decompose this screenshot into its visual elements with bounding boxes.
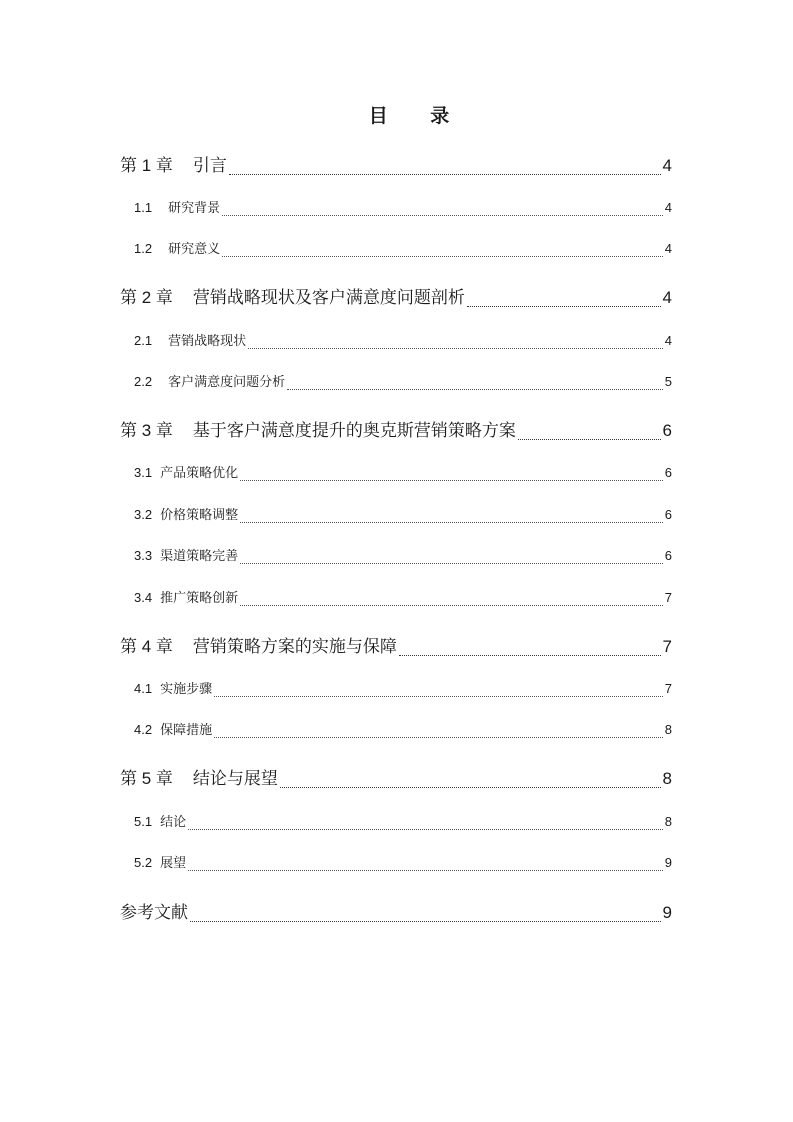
toc-leader-dots [188, 867, 663, 873]
toc-entry-prefix: 3.4 [134, 590, 153, 605]
toc-entry-page: 4 [662, 156, 672, 175]
toc-entry-prefix: 第 4 章 [120, 637, 173, 656]
toc-entry-title: 基于客户满意度提升的奥克斯营销策略方案 [192, 421, 516, 441]
toc-entry-page: 5 [664, 374, 672, 389]
toc-entry-section-3-1[interactable] [134, 464, 672, 483]
toc-leader-dots [240, 602, 663, 608]
toc-entry-page: 7 [662, 637, 672, 656]
toc-entry-prefix: 3.3 [134, 548, 153, 563]
toc-entry-chapter-3[interactable] [120, 420, 672, 442]
toc-entry-title: 实施步骤 [160, 682, 213, 697]
toc-entry-page: 4 [662, 288, 672, 307]
toc-entry-title: 研究背景 [168, 201, 221, 216]
toc-leader-dots [399, 652, 661, 658]
toc-entry-page: 9 [664, 855, 672, 870]
toc-entry-title: 推广策略创新 [160, 591, 239, 606]
toc-entry-title: 展望 [160, 856, 187, 871]
toc-entry-section-4-1[interactable] [134, 680, 672, 699]
toc-leader-dots [222, 253, 663, 259]
toc-entry-section-3-3[interactable] [134, 547, 672, 566]
toc-entry-prefix: 2.1 [134, 333, 153, 348]
toc-entry-page: 4 [664, 333, 672, 348]
toc-entry-title: 营销战略现状 [168, 334, 247, 349]
toc-entry-section-5-2[interactable] [134, 854, 672, 873]
toc-entry-page: 6 [664, 548, 672, 563]
toc-entry-section-1-2[interactable] [134, 240, 672, 259]
toc-entry-chapter-2[interactable] [120, 287, 672, 309]
toc-leader-dots [248, 345, 663, 351]
toc-entry-page: 9 [662, 903, 672, 922]
toc-entry-prefix: 3.1 [134, 465, 153, 480]
toc-entry-title: 保障措施 [160, 723, 213, 738]
toc-leader-dots [467, 303, 661, 309]
toc-entry-page: 8 [664, 722, 672, 737]
toc-entry-references[interactable] [120, 902, 672, 924]
toc-entry-page: 6 [662, 421, 672, 440]
toc-entry-section-1-1[interactable] [134, 199, 672, 218]
toc-entry-title: 引言 [192, 156, 227, 176]
toc-leader-dots [190, 918, 661, 924]
toc-entry-page: 7 [664, 681, 672, 696]
toc-title: 目 录 [368, 105, 468, 127]
toc-entry-section-3-4[interactable] [134, 589, 672, 608]
toc-leader-dots [287, 386, 663, 392]
toc-entry-chapter-5[interactable] [120, 768, 672, 790]
toc-entry-title: 参考文献 [120, 903, 188, 923]
toc-leader-dots [229, 171, 661, 177]
toc-entry-chapter-1[interactable] [120, 155, 672, 177]
toc-entry-prefix: 第 3 章 [120, 421, 173, 440]
toc-leader-dots [240, 519, 663, 525]
toc-entry-section-4-2[interactable] [134, 721, 672, 740]
toc-entry-prefix: 第 5 章 [120, 769, 173, 788]
toc-entry-title: 结论 [160, 815, 187, 830]
toc-entry-title: 渠道策略完善 [160, 549, 239, 564]
toc-leader-dots [188, 826, 663, 832]
toc-leader-dots [214, 734, 663, 740]
toc-entry-prefix: 4.2 [134, 722, 153, 737]
toc-entry-page: 4 [664, 200, 672, 215]
toc-entry-section-2-2[interactable] [134, 373, 672, 392]
toc-entry-page: 4 [664, 241, 672, 256]
toc-entry-prefix: 2.2 [134, 374, 153, 389]
toc-entry-title: 结论与展望 [192, 769, 278, 789]
toc-entry-prefix: 1.1 [134, 200, 153, 215]
toc-entry-title: 产品策略优化 [160, 466, 239, 481]
toc-entry-title: 研究意义 [168, 242, 221, 257]
toc-entry-section-5-1[interactable] [134, 813, 672, 832]
toc-entry-prefix: 第 1 章 [120, 156, 173, 175]
toc-entry-title: 营销战略现状及客户满意度问题剖析 [192, 288, 465, 308]
toc-entry-prefix: 5.2 [134, 855, 153, 870]
toc-leader-dots [280, 784, 661, 790]
toc-entry-title: 价格策略调整 [160, 508, 239, 523]
toc-leader-dots [240, 477, 663, 483]
toc-entry-page: 6 [664, 507, 672, 522]
toc-leader-dots [240, 560, 663, 566]
toc-entry-title: 客户满意度问题分析 [168, 375, 286, 390]
toc-entry-page: 6 [664, 465, 672, 480]
toc-entry-prefix: 3.2 [134, 507, 153, 522]
toc-entry-page: 7 [664, 590, 672, 605]
toc-entry-title: 营销策略方案的实施与保障 [192, 637, 397, 657]
toc-entry-section-2-1[interactable] [134, 332, 672, 351]
toc-leader-dots [214, 693, 663, 699]
toc-entry-chapter-4[interactable] [120, 636, 672, 658]
toc-entry-page: 8 [662, 769, 672, 788]
toc-leader-dots [222, 212, 663, 218]
toc-entry-prefix: 5.1 [134, 814, 153, 829]
toc-entry-prefix: 4.1 [134, 681, 153, 696]
toc-leader-dots [518, 436, 661, 442]
toc-entry-prefix: 1.2 [134, 241, 153, 256]
toc-entry-prefix: 第 2 章 [120, 288, 173, 307]
toc-entry-page: 8 [664, 814, 672, 829]
toc-entry-section-3-2[interactable] [134, 506, 672, 525]
